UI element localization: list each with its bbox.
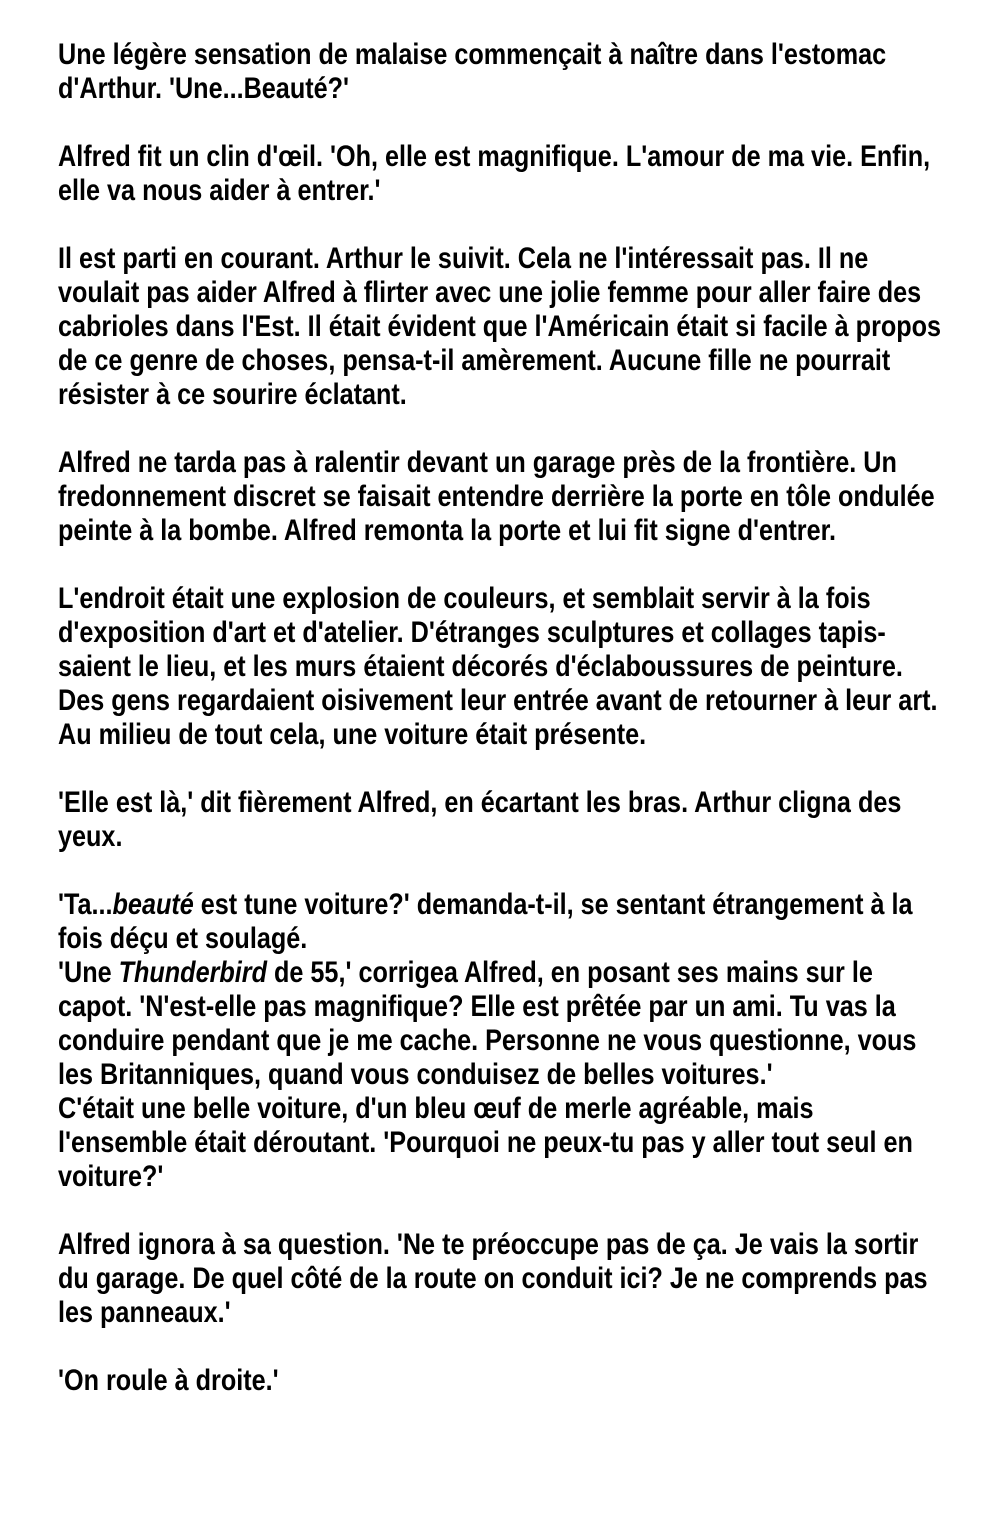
paragraph: C'était une belle voiture, d'un bleu œuf de merle agréable, mais l'ensemble était déroutant. 'Pourquoi ne peux-tu pas y aller tout seul en voiture?'	[58, 1092, 913, 1193]
paragraph: L'endroit était une explosion de couleurs, et semblait servir à la fois d'exposition d'art et d'atelier. D'étranges sculptures et collages tapis- saient le lieu, et les murs étaient décorés d'éclaboussures de peinture. Des gens regardaient oisivement leur entrée avant de retourner à leur art. Au milieu de tout cela, une voiture était présente.	[58, 582, 938, 751]
paragraph: 'Ta...beauté est tune voiture?' demanda-t-il, se sentant étrangement à la fois déçu et soulagé.	[58, 888, 913, 955]
paragraph: 'On roule à droite.'	[58, 1364, 279, 1397]
paragraph: 'Elle est là,' dit fièrement Alfred, en écartant les bras. Arthur cligna des yeux.	[58, 786, 902, 853]
text-page	[58, 38, 999, 1398]
paragraph: Il est parti en courant. Arthur le suivit. Cela ne l'intéressait pas. Il ne voulait pas aider Alfred à flirter avec une jolie femme pour aller faire des cabrioles dans l'Est. Il était évident que l'Américain était si facile à propos de ce genre de choses, pensa-t-il amèrement. Aucune fille ne pourrait résister à ce sourire éclatant.	[58, 242, 942, 411]
paragraph: Alfred ignora à sa question. 'Ne te préoccupe pas de ça. Je vais la sortir du garage. De quel côté de la route on conduit ici? Je ne comprends pas les panneaux.'	[58, 1228, 928, 1329]
paragraph: Alfred fit un clin d'œil. 'Oh, elle est magnifique. L'amour de ma vie. Enfin, elle va nous aider à entrer.'	[58, 140, 931, 207]
paragraph: Alfred ne tarda pas à ralentir devant un garage près de la frontière. Un fredonnement discret se faisait entendre derrière la porte en tôle ondulée peinte à la bombe. Alfred remonta la porte et lui fit signe d'entrer.	[58, 446, 935, 547]
paragraph: 'Une Thunderbird de 55,' corrigea Alfred, en posant ses mains sur le capot. 'N'est-elle pas magnifique? Elle est prêtée par un ami. Tu vas la conduire pendant que je me cache. Personne ne vous questionne, vous les Britanniques, quand vous conduisez de belles voitures.'	[58, 956, 917, 1091]
paragraph: Une légère sensation de malaise commençait à naître dans l'estomac d'Arthur. 'Une...Beauté?'	[58, 38, 887, 105]
